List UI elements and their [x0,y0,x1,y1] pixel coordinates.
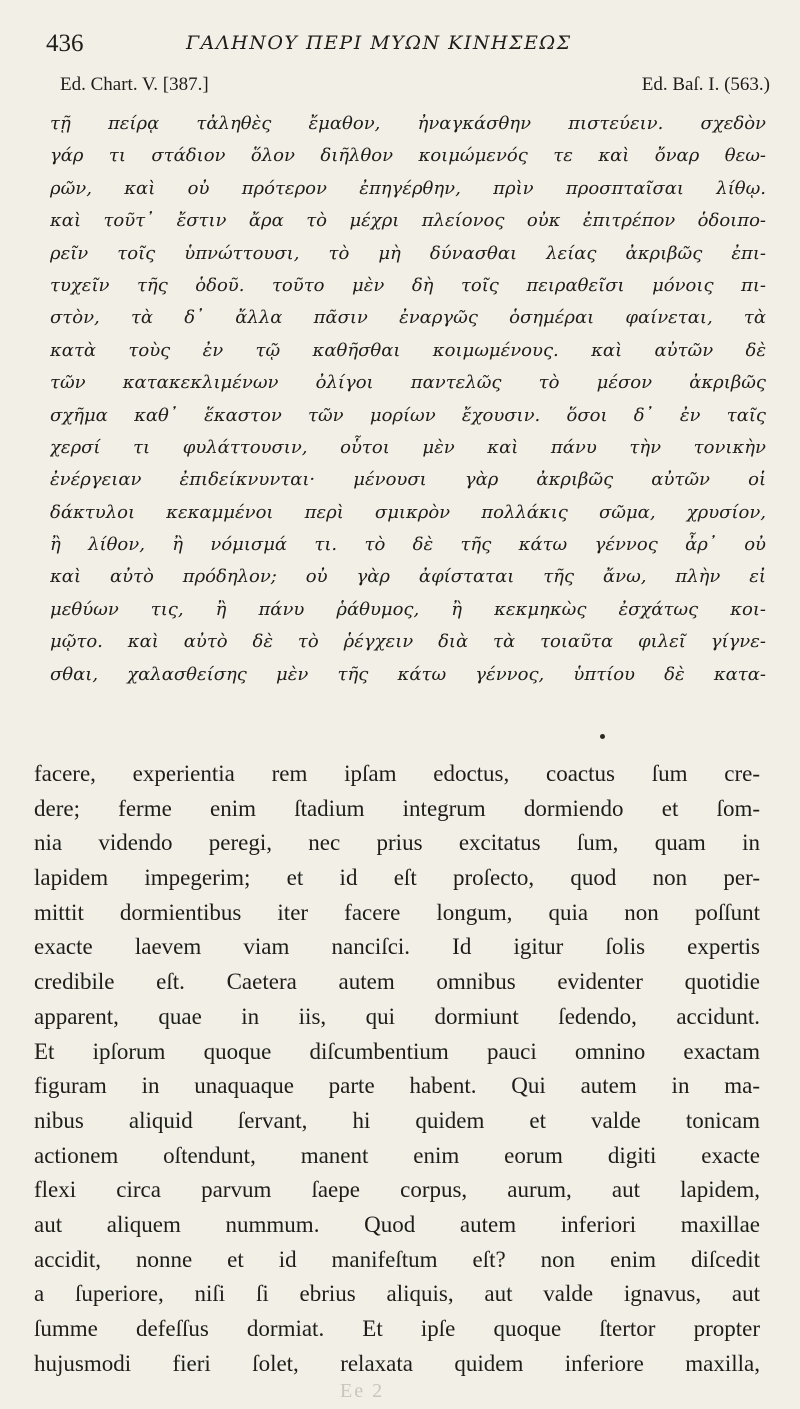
page-number: 436 [46,30,84,57]
latin-text-line: mittit dormientibus iter facere longum, quia non poſſunt [34,899,760,925]
latin-text-line: a ſuperiore, niſi ſi ebrius aliquis, aut valde ignavus, aut [34,1281,760,1307]
greek-text-line: κατὰ τοὺς ἐν τῷ καθῆσθαι κοιμωμένους. καὶ αὐτῶν δὲ [50,339,766,361]
latin-text-line: apparent, quae in iis, qui dormiunt ſedendo, accidunt. [34,1003,760,1029]
edition-chart-reference: Ed. Chart. V. [387.] [60,74,209,95]
greek-text-line: καὶ τοῦτ᾽ ἔστιν ἄρα τὸ μέχρι πλείονος οὐκ ἐπιτρέπον ὁδοιπο- [50,210,766,232]
latin-text-line: credibile eſt. Caetera autem omnibus evidenter quotidie [34,969,760,995]
greek-text-line: σχῆμα καθ᾽ ἕκαστον τῶν μορίων ἔχουσιν. ὅσοι δ᾽ ἐν ταῖς [50,404,766,426]
latin-text-line: exacte laevem viam nanciſci. Id igitur ſolis expertis [34,934,760,960]
latin-text-line: nibus aliquid ſervant, hi quidem et valde tonicam [34,1107,760,1133]
greek-text-line: ἢ λίθον, ἢ νόμισμά τι. τὸ δὲ τῆς κάτω γέννος ἆρ᾽ οὐ [50,534,766,556]
greek-text-line: τῇ πείρᾳ τἀληθὲς ἔμαθον, ἠναγκάσθην πιστεύειν. σχεδὸν [50,113,766,134]
latin-text-line: ſumme defeſſus dormiat. Et ipſe quoque ſtertor propter [34,1316,760,1341]
greek-text-line: δάκτυλοι κεκαμμένοι περὶ σμικρὸν πολλάκις σῶμα, χρυσίον, [50,501,766,523]
greek-text-line: στὸν, τὰ δ᾽ ἄλλα πᾶσιν ἐναργῶς ὁσημέραι φαίνεται, τὰ [50,307,766,329]
latin-text-line: nia videndo peregi, nec prius excitatus ſum, quam in [34,830,760,856]
greek-text-line: ρῶν, καὶ οὐ πρότερον ἐπηγέρθην, πρὶν προσπταῖσαι λίθῳ. [50,177,766,199]
latin-text-line: lapidem impegerim; et id eſt proſecto, quod non per- [34,865,760,891]
greek-text-line: σθαι, χαλασθείσης μὲν τῆς κάτω γέννος, ὑπτίου δὲ κατα- [50,663,766,685]
greek-text-line: χερσί τι φυλάττουσιν, οὗτοι μὲν καὶ πάνυ τὴν τονικὴν [50,436,766,458]
bleed-through-text: Ee 2 [340,1380,385,1402]
greek-text-line: μεθύων τις, ἢ πάνυ ῥάθυμος, ἢ κεκμηκὼς ἐσχάτως κοι- [50,598,766,620]
greek-text-line: μῷτο. καὶ αὐτὸ δὲ τὸ ῥέγχειν διὰ τὰ τοιαῦτα φιλεῖ γίγνε- [50,631,766,653]
greek-text-line: ρεῖν τοῖς ὑπνώττουσι, τὸ μὴ δύνασθαι λείας ἀκριβῶς ἐπι- [50,242,766,264]
latin-text-line: hujusmodi fieri ſolet, relaxata quidem inferiore maxilla, [34,1350,760,1376]
greek-text-line: καὶ αὐτὸ πρόδηλον; οὐ γὰρ ἀφίσταται τῆς ἄνω, πλὴν εἰ [50,566,766,588]
latin-text-line: dere; ferme enim ſtadium integrum dormiendo et ſom- [34,795,760,821]
latin-text-block [34,757,760,1381]
greek-text-line: ἐνέργειαν ἐπιδείκνυνται· μένουσι γὰρ ἀκριβῶς αὐτῶν οἱ [50,469,766,491]
running-title: ΓΑΛΗΝΟΥ ΠΕΡΙ ΜΥΩΝ ΚΙΝΗΣΕΩΣ [186,32,572,54]
greek-text-block [50,108,766,691]
section-divider-dot [600,734,605,739]
latin-text-line: facere, experientia rem ipſam edoctus, coactus ſum cre- [34,761,760,786]
edition-basel-reference: Ed. Baſ. I. (563.) [641,74,770,95]
greek-text-line: τυχεῖν τῆς ὁδοῦ. τοῦτο μὲν δὴ τοῖς πειραθεῖσι μόνοις πι- [50,274,766,296]
latin-text-line: aut aliquem nummum. Quod autem inferiori maxillae [34,1211,760,1237]
latin-text-line: flexi circa parvum ſaepe corpus, aurum, aut lapidem, [34,1177,760,1203]
page-header [46,30,762,60]
latin-text-line: figuram in unaquaque parte habent. Qui autem in ma- [34,1073,760,1099]
latin-text-line: accidit, nonne et id manifeſtum eſt? non enim diſcedit [34,1246,760,1272]
edition-reference-line [46,74,770,100]
greek-text-line: τῶν κατακεκλιμένων ὀλίγοι παντελῶς τὸ μέσον ἀκριβῶς [50,372,766,394]
latin-text-line: actionem oſtendunt, manent enim eorum digiti exacte [34,1142,760,1168]
greek-text-line: γάρ τι στάδιον ὅλον διῆλθον κοιμώμενός τε καὶ ὄναρ θεω- [50,145,766,167]
latin-text-line: Et ipſorum quoque diſcumbentium pauci omnino exactam [34,1038,760,1064]
